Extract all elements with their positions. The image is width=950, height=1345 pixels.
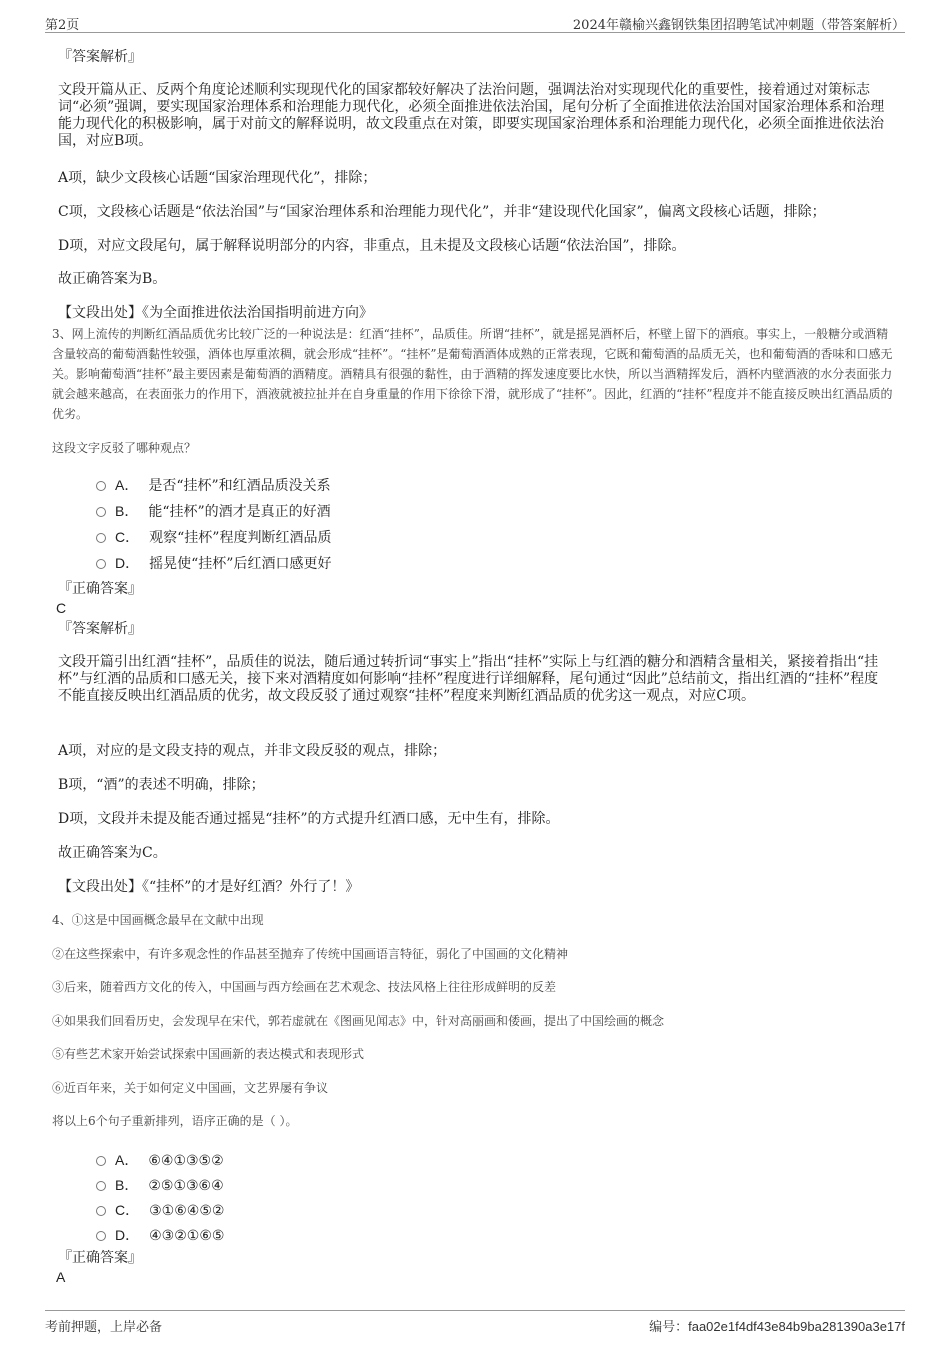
radio-icon[interactable]	[96, 507, 106, 517]
q3-option-a-analysis: A项，对应的是文段支持的观点，并非文段反驳的观点，排除；	[58, 743, 447, 759]
radio-icon[interactable]	[96, 533, 106, 543]
q3-analysis-text: 文段开篇引出红酒“挂杯”，品质佳的说法，随后通过转折词“事实上”指出“挂杯”实际上与红酒的糖分和酒精含量相关，紧接着指出“挂杯”与红酒的品质和口感无关，接下来对酒精度如何影响“挂杯”程度进行详细解释，尾句通过“因此”总结前文，指出红酒的“挂杯”程度不能直接反映出红酒品质的优劣，故文段反驳了通过观察“挂杯”程度来判断红酒品质的优劣这一观点，对应C项。	[58, 654, 879, 704]
q4-sentence-5: ⑤有些艺术家开始尝试探索中国画新的表达模式和表现形式	[52, 1047, 365, 1061]
q3-answer: C	[56, 600, 67, 616]
page-footer	[45, 1310, 905, 1334]
q4-sentence-1: 4、①这是中国画概念最早在文献中出现	[52, 913, 264, 927]
radio-icon[interactable]	[96, 1181, 106, 1191]
q2-option-a-analysis: A项，缺少文段核心话题“国家治理现代化”，排除；	[58, 170, 377, 186]
q3-option-b[interactable]: B． 能“挂杯”的酒才是真正的好酒	[96, 501, 331, 521]
footer-slogan: 考前押题，上岸必备	[45, 1320, 163, 1335]
q3-answer-label: 『正确答案』	[58, 581, 142, 597]
q4-option-b[interactable]: B． ②⑤①③⑥④	[96, 1175, 224, 1195]
q4-option-d[interactable]: D． ④③②①⑥⑤	[96, 1225, 224, 1245]
q2-conclusion: 故正确答案为B。	[58, 271, 167, 287]
page-number: 第2页	[45, 18, 80, 33]
q2-option-d-analysis: D项，对应文段尾句，属于解释说明部分的内容，非重点，且未提及文段核心话题“依法治国”，排除。	[58, 238, 686, 254]
q4-sentence-6: ⑥近百年来，关于如何定义中国画，文艺界屡有争议	[52, 1081, 329, 1095]
q3-option-d-analysis: D项，文段并未提及能否通过摇晃“挂杯”的方式提升红酒口感，无中生有，排除。	[58, 811, 560, 827]
q2-analysis-text: 文段开篇从正、反两个角度论述顺利实现现代化的国家都较好解决了法治问题，强调法治对实现现代化的重要性，接着通过对策标志词“必须”强调，要实现国家治理体系和治理能力现代化，必须全面推进依法治国，尾句分析了全面推进依法治国对国家治理体系和治理能力现代化的积极影响，属于对前文的解释说明，故文段重点在对策，即要实现国家治理体系和治理能力现代化，必须全面推进依法治国，对应B项。	[58, 82, 885, 149]
page-header	[45, 13, 905, 33]
q3-source: 【文段出处】《“挂杯”的才是好红酒？外行了！》	[58, 879, 360, 895]
document-code-label: 编号：	[649, 1320, 689, 1335]
q3-stem: 3、网上流传的判断红酒品质优劣比较广泛的一种说法是：红酒“挂杯”，品质佳。所谓“挂杯”，就是摇晃酒杯后，杯壁上留下的酒痕。事实上，一般糖分或酒精含量较高的葡萄酒黏性较强，酒体也厚重浓稠，就会形成“挂杯”。“挂杯”是葡萄酒酒体成熟的正常表现，它既和葡萄酒的品质无关，也和葡萄酒的香味和口感无关。影响葡萄酒“挂杯”最主要因素是葡萄酒的酒精度。酒精具有很强的黏性，由于酒精的挥发速度要比水快，所以当酒精挥发后，酒杯内壁酒液的水分表面张力就会越来越高，在表面张力的作用下，酒液就被拉扯并在自身重量的作用下徐徐下滑，就形成了“挂杯”。因此，红酒的“挂杯”程度并不能直接反映出红酒品质的优劣。	[52, 327, 893, 421]
q3-analysis-label: 『答案解析』	[58, 621, 142, 637]
document-code-value: faa02e1f4df43e84b9ba281390a3e17f	[688, 1319, 905, 1334]
q2-source: 【文段出处】《为全面推进依法治国指明前进方向》	[58, 305, 373, 321]
document-code	[649, 1316, 905, 1335]
q4-question: 将以上6个句子重新排列，语序正确的是（ ）。	[52, 1114, 298, 1128]
q4-answer: A	[56, 1269, 66, 1285]
radio-icon[interactable]	[96, 1231, 106, 1241]
q3-option-a[interactable]: A． 是否“挂杯”和红酒品质没关系	[96, 475, 331, 495]
q3-option-c[interactable]: C． 观察“挂杯”程度判断红酒品质	[96, 527, 331, 547]
q3-option-b-analysis: B项，“酒”的表述不明确，排除；	[58, 777, 265, 793]
q2-analysis-label: 『答案解析』	[58, 49, 142, 65]
radio-icon[interactable]	[96, 1206, 106, 1216]
q3-option-d[interactable]: D． 摇晃使“挂杯”后红酒口感更好	[96, 553, 331, 573]
q3-question: 这段文字反驳了哪种观点？	[52, 441, 197, 455]
radio-icon[interactable]	[96, 481, 106, 491]
q3-conclusion: 故正确答案为C。	[58, 845, 167, 861]
q2-option-c-analysis: C项，文段核心话题是“依法治国”与“国家治理体系和治理能力现代化”，并非“建设现代化国家”，偏离文段核心话题，排除；	[58, 204, 826, 220]
q4-option-c[interactable]: C． ③①⑥④⑤②	[96, 1200, 224, 1220]
q4-answer-label: 『正确答案』	[58, 1250, 142, 1266]
q4-option-a[interactable]: A． ⑥④①③⑤②	[96, 1150, 224, 1170]
radio-icon[interactable]	[96, 1156, 106, 1166]
radio-icon[interactable]	[96, 559, 106, 569]
document-title: 2024年赣榆兴鑫钢铁集团招聘笔试冲刺题（带答案解析）	[572, 18, 905, 33]
q4-sentence-3: ③后来，随着西方文化的传入，中国画与西方绘画在艺术观念、技法风格上往往形成鲜明的反差	[52, 980, 557, 994]
q4-sentence-2: ②在这些探索中，有许多观念性的作品甚至抛弃了传统中国画语言特征，弱化了中国画的文化精神	[52, 947, 569, 961]
q4-sentence-4: ④如果我们回看历史，会发现早在宋代，郭若虚就在《图画见闻志》中，针对高丽画和倭画，提出了中国绘画的概念	[52, 1014, 665, 1028]
